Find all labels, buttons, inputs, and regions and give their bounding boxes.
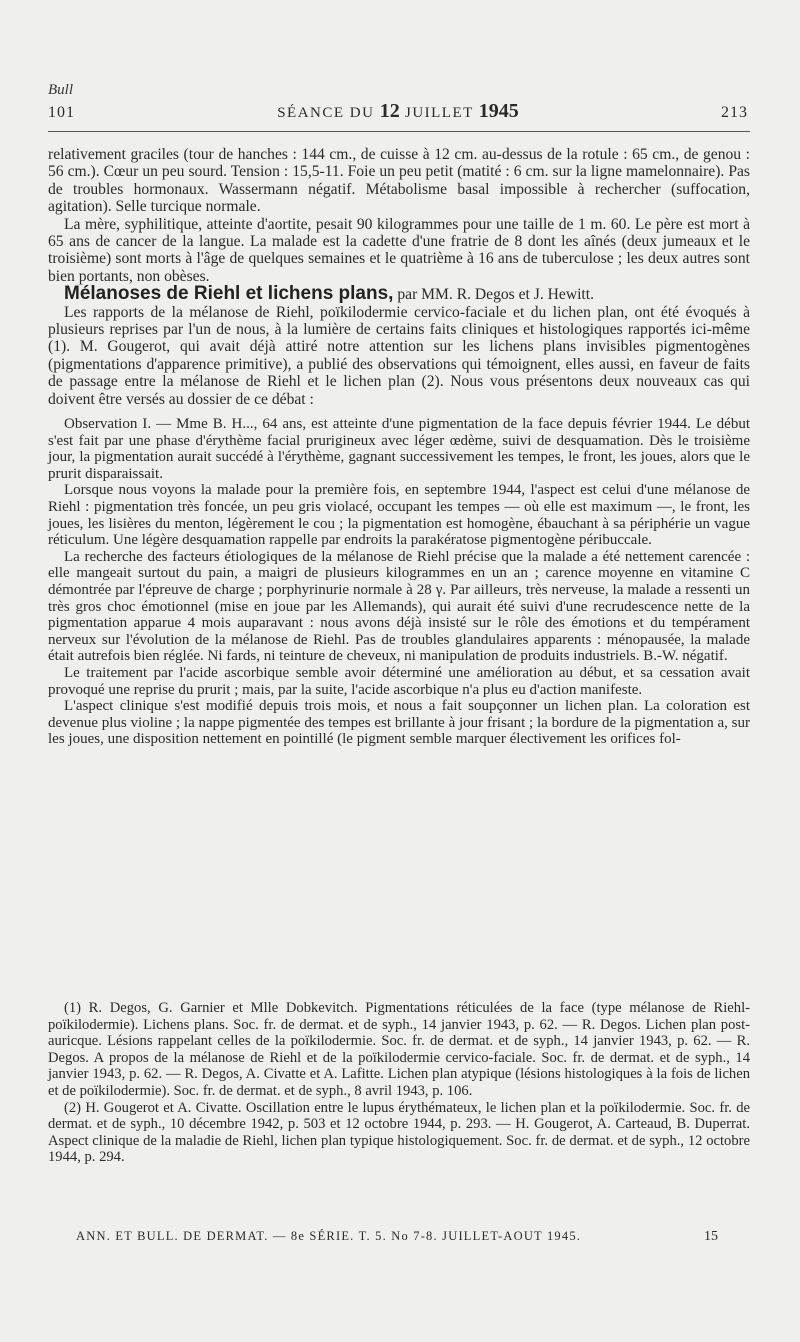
footer-journal-info: ANN. ET BULL. DE DERMAT. — 8e SÉRIE. T. 5. No 7-8. JUILLET-AOUT 1945. [76,1229,582,1243]
section-heading [48,285,750,303]
header-title-month: JUILLET [399,105,479,121]
observation-paragraph: L'aspect clinique s'est modifié depuis trois mois, et nous a fait soupçonner un lichen plan. La coloration est devenue plus violine ; la nappe pigmentée des tempes est brillante à jour frisant ; la bordure de la pigmentation a, sur les joues, une disposition nettement en pointillé (le pigment semble marquer électivement les orifices fol- [48,698,750,748]
header-page-ref: 101 [48,104,75,121]
intro-paragraph: La mère, syphilitique, atteinte d'aortite, pesait 90 kilogrammes pour une taille de 1 m. 60. Le père est mort à 65 ans de cancer de la langue. La malade est la cadette d'une fratrie de 8 dont les aînés (deux jumeaux et le troisième) sont morts à l'âge de quelques semaines et le quatrième à 16 ans de tuberculose ; les deux autres sont bien portants, non obèses. [48,215,750,285]
section-title: Mélanoses de Riehl et lichens plans, [64,283,394,305]
observation-paragraph: Lorsque nous voyons la malade pour la première fois, en septembre 1944, l'aspect est celui d'une mélanose de Riehl : pigmentation très foncée, un peu gris violacé, occupant les tempes — où elle est maximum —, le front, les joues, les lisières du menton, légèrement le cou ; la pigmentation est homogène, ébauchant à sa périphérie un vague réticulum. Une légère desquamation rappelle par endroits la parakératose pigmentogène péribuccale. [48,482,750,549]
section-paragraph: Les rapports de la mélanose de Riehl, poïkilodermie cervico-faciale et du lichen plan, ont été évoqués à plusieurs reprises par l'un de nous, à la lumière de certains faits cliniques et histologiques rapportés ici-même (1). M. Gougerot, qui avait déjà attiré notre attention sur les lichens plans invisibles pigmentogènes (pigmentations d'apparence primitive), a publié des observations qui témoignent, elles aussi, en faveur de faits de passage entre la mélanose de Riehl et le lichen plan (2). Nous vous présentons deux nouveaux cas qui doivent être versés au dossier de ce débat : [48,303,750,408]
footnote: (2) H. Gougerot et A. Civatte. Oscillation entre le lupus érythémateux, le lichen plan et la poïkilodermie. Soc. fr. de dermat. et de syph., 10 décembre 1942, p. 503 et 12 octobre 1944, p. 293. — H. Gougerot, A. Carteaud, B. Duperrat. Aspect clinique de la maladie de Riehl, lichen plan typique histologiquement. Soc. fr. de dermat. et de syph., 12 octobre 1944, p. 294. [48,1099,750,1166]
header-title-day: 12 [379,100,400,122]
observation-paragraph: Observation I. — Mme B. H..., 64 ans, est atteinte d'une pigmentation de la face depuis février 1944. Le début s'est fait par une phase d'érythème facial prurigineux avec léger œdème, suivi de desquamation. Dès le troisième jour, la pigmentation aurait succédé à l'érythème, gagnant successivement les tempes, le front, les joues, alors que le prurit disparaissait. [48,416,750,482]
header-rule [48,131,750,132]
header-title [48,100,748,123]
header-page-number: 213 [721,104,748,121]
header-title-prefix: SÉANCE DU [277,105,380,121]
intro-paragraph: relativement graciles (tour de hanches : 144 cm., de cuisse à 12 cm. au-dessus de la rotule : 65 cm., de genou : 56 cm.). Cœur un peu sourd. Tension : 15,5-11. Foie un peu petit (matité : 6 cm. sur la ligne mamelonnaire). Pas de troubles hormonaux. Wassermann négatif. Métabolisme basal impossible à rechercher (suffocation, agitation). Selle turcique normale. [48,146,750,216]
header-title-year: 1945 [478,100,519,122]
footer-signature-number: 15 [704,1229,718,1244]
corner-annotation: Bull [48,82,73,98]
observation-paragraph: La recherche des facteurs étiologiques de la mélanose de Riehl précise que la malade a été nettement carencée : elle mangeait surtout du pain, a maigri de plusieurs kilogrammes en un an ; carence moyenne en vitamine C démontrée par l'épreuve de charge ; porphyrinurie normale à 28 γ. Par ailleurs, très nerveuse, la malade a ressenti un très gros choc émotionnel (mise en joue par les Allemands), qui aurait été suivi d'une recrudescence nette de la pigmentation apparue 4 mois auparavant : nous avons déjà insisté sur le rôle des émotions et du tempérament nerveux sur l'évolution de la mélanose de Riehl. Pas de troubles glandulaires apparents : ménopausée, la malade était autrefois bien réglée. Ni fards, ni teinture de cheveux, ni manipulation de produits industriels. B.-W. négatif. [48,548,750,665]
section-authors: par MM. R. Degos et J. Hewitt. [393,286,594,304]
observation-paragraph: Le traitement par l'acide ascorbique semble avoir déterminé une amélioration au début, et sa cessation avait provoqué une reprise du prurit ; mais, par la suite, l'acide ascorbique n'a plus eu d'action manifeste. [48,665,750,698]
footnote: (1) R. Degos, G. Garnier et Mlle Dobkevitch. Pigmentations réticulées de la face (type mélanose de Riehl-poïkilodermie). Lichens plans. Soc. fr. de dermat. et de syph., 14 janvier 1943, p. 62. — R. Degos. Lichen plan post-auricque. Lésions rappelant celles de la poïkilodermie. Soc. fr. de dermat. et de syph., 14 janvier 1943, p. 62. — R. Degos. A propos de la mélanose de Riehl et de la poïkilodermie cervico-faciale. Soc. fr. de dermat. et de syph., 14 janvier 1943, p. 62. — R. Degos, A. Civatte et A. Lafitte. Lichen plan atypique (lésions histologiques à la fois de lichen et de poïkilodermie). Soc. fr. de dermat. et de syph., 8 avril 1943, p. 106. [48,1000,750,1099]
footnotes [48,1000,750,1166]
running-header [48,100,748,128]
page-footer [48,1229,750,1249]
main-text [48,146,750,748]
